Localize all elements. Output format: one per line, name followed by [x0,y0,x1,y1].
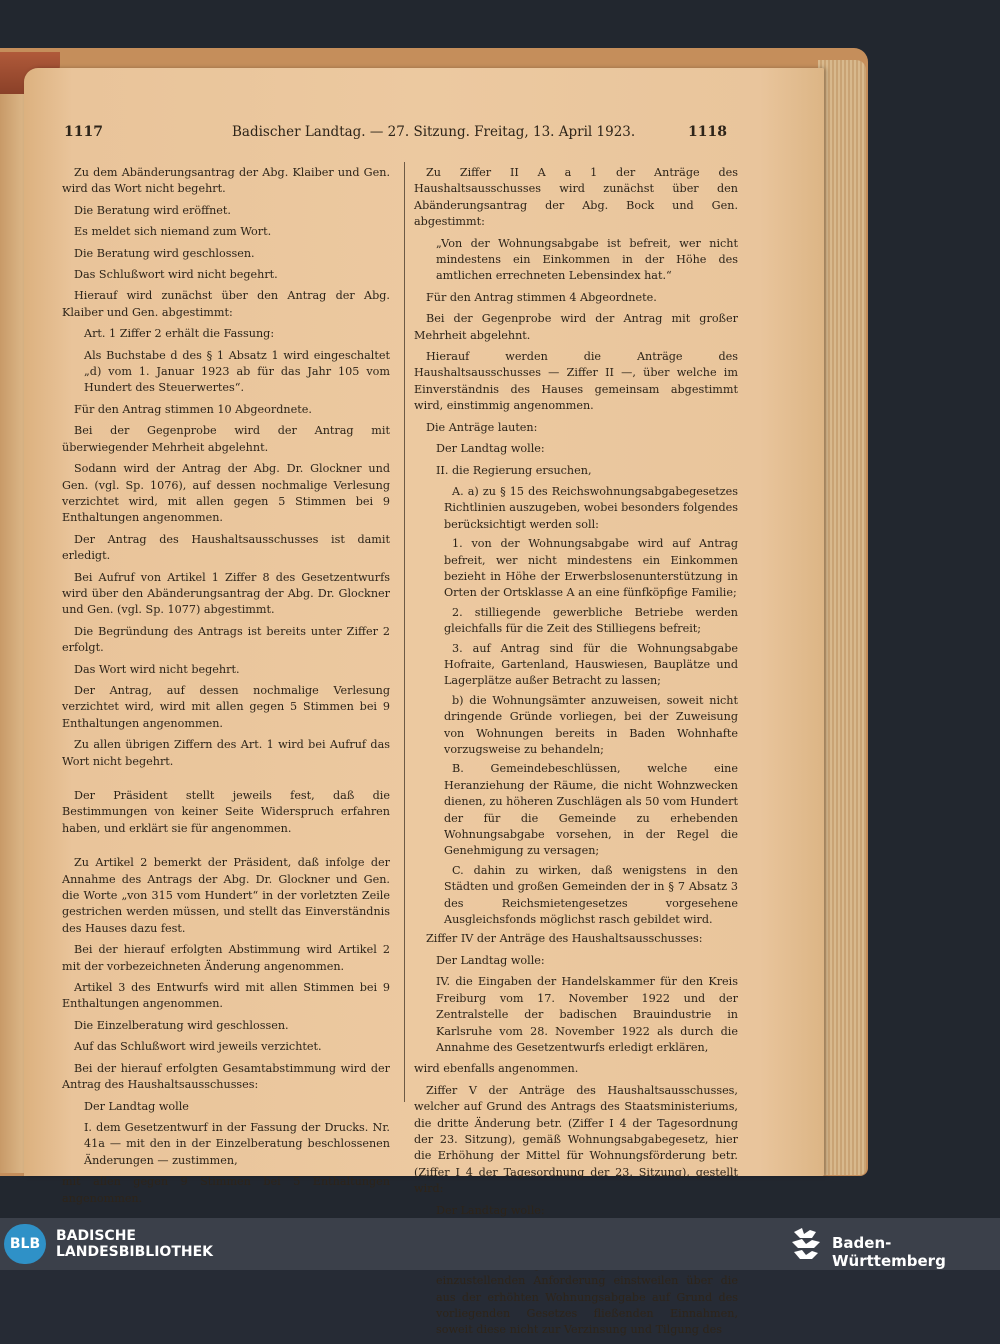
paragraph: Die Beratung wird geschlossen. [74,246,255,260]
paragraph: Das Schlußwort wird nicht begehrt. [74,268,278,282]
quoted-amendment: Art. 1 Ziffer 2 erhält die Fassung: [84,327,275,341]
quoted-motion: 1. von der Wohnungsabgabe wird auf Antrag befreit, wer nicht mindestens ein Einkommen bezieht in Höhe der Erwerbslosenunterstützung in Orten der Ortsklasse A an eine fünfköpfige Familie; [444,537,738,600]
running-title: Badischer Landtag. — 27. Sitzung. Freitag, 13. April 1923. [232,124,636,140]
paragraph: Artikel 3 des Entwurfs wird mit allen Stimmen bei 9 Enthaltungen angenommen. [62,981,390,1011]
footer-bar [0,1218,1000,1270]
paragraph: Die Einzelberatung wird geschlossen. [74,1018,289,1032]
paragraph: Bei Aufruf von Artikel 1 Ziffer 8 des Gesetzentwurfs wird über den Abänderungsantrag der Abg. Dr. Glockner und Gen. (vgl. Sp. 1077) abgestimmt. [62,570,390,617]
paragraph: Bei der Gegenprobe wird der Antrag mit überwiegender Mehrheit abgelehnt. [62,424,390,454]
paragraph: wird ebenfalls angenommen. [414,1062,579,1076]
quoted-motion: Der Landtag wolle [84,1099,189,1113]
paragraph: Ziffer V der Anträge des Haushaltsausschusses, welcher auf Grund des Antrags des Staatsministeriums, die dritte Änderung betr. (Ziffer I 4 der Tagesordnung der 23. Sitzung), gemäß Wohnungsabgabegesetz, hier die Erhöhung der Mittel für Wohnungsförderung betr. (Ziffer I 4 der Tagesordnung der 23. Sitzung), gestellt wird: [414,1083,738,1196]
quoted-motion: Der Landtag wolle: [436,1203,545,1217]
quoted-motion: C. dahin zu wirken, daß wenigstens in den Städten und großen Gemeinden der in § 7 Absatz 3 des Reichsmietengesetzes vorgesehene Ausgleichsfonds möglichst rasch gebildet wird. [444,863,738,927]
quoted-motion: Der Landtag wolle: [436,442,545,456]
quoted-motion: B. Gemeindebeschlüssen, welche eine Heranziehung der Räume, die nicht Wohnzwecken dienen, zu höheren Zuschlägen als 50 vom Hundert der für die Gemeinde zu erhebenden Wohnungsabgabe vorsehen, in der Regel die Genehmigung zu versagen; [444,762,738,858]
left-page-edge [0,78,26,1173]
state-name[interactable]: Baden-Württemberg [832,1234,946,1270]
library-name-line1: BADISCHE [56,1228,136,1244]
paragraph: Bei der hierauf erfolgten Abstimmung wird Artikel 2 mit der vorbezeichneten Änderung angenommen. [62,943,390,973]
quoted-motion: II. die Regierung ersuchen, [436,463,592,477]
paragraph: Bei der Gegenprobe wird der Antrag mit großer Mehrheit abgelehnt. [414,312,738,342]
paragraph: Sodann wird der Antrag der Abg. Dr. Glockner und Gen. (vgl. Sp. 1076), auf dessen nochmalige Verlesung verzichtet wird, mit allen gegen 5 Stimmen bei 9 Enthaltungen angenommen. [62,462,390,525]
quoted-amendment: „Von der Wohnungsabgabe ist befreit, wer nicht mindestens ein Einkommen in der Höhe des amtlichen errechneten Lebensindex hat.“ [436,236,738,283]
left-page-number: 1117 [64,124,103,140]
paragraph: Für den Antrag stimmen 4 Abgeordnete. [426,290,657,304]
quoted-motion: b) die Wohnungsämter anzuweisen, soweit nicht dringende Gründe vorliegen, bei der Zuweisung von Wohnungen bereits in Baden Wohnhafte vorzugsweise zu behandeln; [444,693,738,756]
column-divider [404,162,405,1102]
paragraph: Es meldet sich niemand zum Wort. [74,225,272,239]
paragraph: Bei der hierauf erfolgten Gesamtabstimmung wird der Antrag des Haushaltsausschusses: [62,1061,390,1092]
paragraph: Zu dem Abänderungsantrag der Abg. Klaiber und Gen. wird das Wort nicht begehrt. [62,166,390,196]
paragraph: Der Präsident stellt jeweils fest, daß die Bestimmungen von keiner Seite Widerspruch erfahren haben, und erklärt sie für angenommen. [62,789,390,835]
quoted-motion: A. a) zu § 15 des Reichswohnungsabgabegesetzes Richtlinien auszugeben, wobei besonders folgendes berücksichtigt werden soll: [444,484,738,531]
quoted-motion: einzustellenden Anforderung einstweilen über die aus der erhöhten Wohnungsabgabe auf Grund des vorliegenden Gesetzes fließenden Einnahmen, soweit diese nicht zur Verzinsung und Tilgung des [436,1274,738,1337]
right-page-number: 1118 [688,124,727,140]
paragraph: Ziffer IV der Anträge des Haushaltsausschusses: [426,932,703,946]
library-name-line2: LANDESBIBLIOTHEK [56,1244,214,1260]
coat-of-arms-icon [790,1226,822,1262]
paragraph: Die Begründung des Antrags ist bereits unter Ziffer 2 erfolgt. [62,624,390,655]
paragraph: Das Wort wird nicht begehrt. [74,662,240,676]
blb-logo[interactable]: BLB [4,1224,46,1264]
paragraph: Der Antrag des Haushaltsausschusses ist damit erledigt. [62,532,390,563]
quoted-motion: IV. die Eingaben der Handelskammer für den Kreis Freiburg vom 17. November 1922 und der Zentralstelle der badischen Brauindustrie in Karlsruhe vom 28. November 1922 als durch die Annahme des Gesetzentwurfs erledigt erklären, [436,975,738,1054]
quoted-motion: I. dem Gesetzentwurf in der Fassung der Drucks. Nr. 41a — mit den in der Einzelberatung beschlossenen Änderungen — zustimmen, [84,1120,390,1167]
paragraph: Auf das Schlußwort wird jeweils verzichtet. [74,1040,322,1054]
page-edges [818,60,866,1175]
paragraph: Zu Artikel 2 bemerkt der Präsident, daß infolge der Annahme des Antrags der Abg. Dr. Glockner und Gen. die Worte „von 315 vom Hundert“ in der vorletzten Zeile gestrichen werden müssen, und stellt das Einverständnis des Hauses dazu fest. [62,856,390,935]
paragraph: mit allen gegen 9 Stimmen bei 5 Enthaltungen angenommen. [62,1175,390,1205]
paragraph: Hierauf werden die Anträge des Haushaltsausschusses — Ziffer II —, über welche im Einverständnis des Hauses gemeinsam abgestimmt wird, einstimmig angenommen. [414,350,738,413]
paragraph: Hierauf wird zunächst über den Antrag der Abg. Klaiber und Gen. abgestimmt: [62,289,390,319]
paragraph: Der Antrag, auf dessen nochmalige Verlesung verzichtet wird, wird mit allen gegen 5 Stimmen bei 9 Enthaltungen angenommen. [62,683,390,730]
quoted-motion: Der Landtag wolle: [436,953,545,967]
quoted-motion: 3. auf Antrag sind für die Wohnungsabgabe Hofraite, Gartenland, Hauswiesen, Bauplätze und Lagerplätze außer Betracht zu lassen; [444,641,738,688]
library-name[interactable] [56,1228,213,1260]
right-column [414,165,738,1344]
paragraph: Zu allen übrigen Ziffern des Art. 1 wird bei Aufruf das Wort nicht begehrt. [62,738,390,768]
paragraph: Zu Ziffer II A a 1 der Anträge des Haushaltsausschusses wird zunächst über den Abänderungsantrag der Abg. Bock und Gen. abgestimmt: [414,166,738,229]
quoted-amendment: Als Buchstabe d des § 1 Absatz 1 wird eingeschaltet „d) vom 1. Januar 1923 ab für das Jahr 105 vom Hundert des Steuerwertes“. [84,348,390,395]
paragraph: Die Beratung wird eröffnet. [74,203,231,217]
paragraph: Für den Antrag stimmen 10 Abgeordnete. [74,402,312,416]
left-column [62,165,390,1212]
paragraph: Die Anträge lauten: [426,420,538,434]
quoted-motion: 2. stilliegende gewerbliche Betriebe werden gleichfalls für die Zeit des Stilliegens befreit; [444,605,738,636]
